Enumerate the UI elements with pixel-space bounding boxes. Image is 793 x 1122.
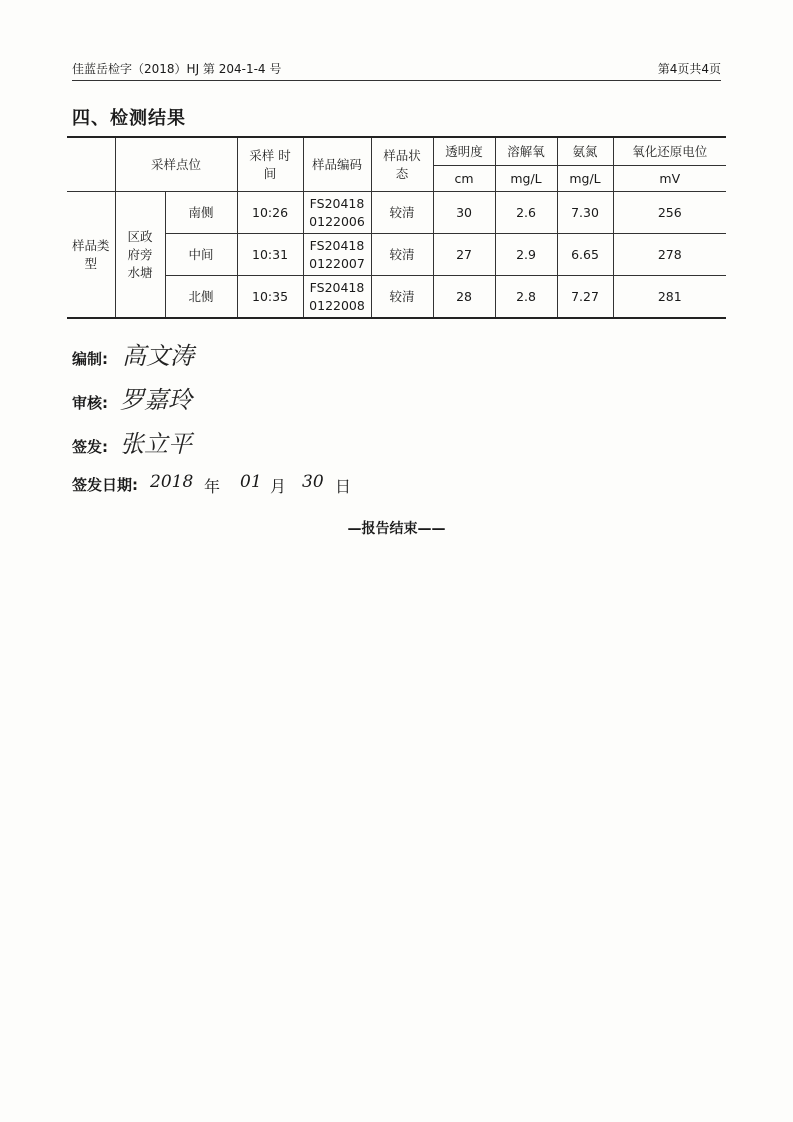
- row-code: FS20418 0122007: [303, 234, 371, 276]
- report-end: —报告结束——: [347, 521, 446, 537]
- row-do: 2.6: [495, 192, 557, 234]
- row-orp: 278: [613, 234, 726, 276]
- reviewer-signature: 罗嘉玲: [120, 386, 192, 414]
- row-do: 2.8: [495, 276, 557, 319]
- header-nh3: 氨氮: [557, 137, 613, 166]
- header-orp: 氧化还原电位: [613, 137, 726, 166]
- doc-number: 佳蓝岳检字（2018）HJ 第 204-1-4 号: [72, 62, 282, 76]
- issue-year: 2018: [150, 472, 194, 492]
- issuer-label: 签发:: [72, 438, 108, 456]
- header-do: 溶解氧: [495, 137, 557, 166]
- issuer-signature: 张立平: [120, 430, 192, 458]
- results-table: [67, 136, 726, 319]
- row-code: FS20418 0122006: [303, 192, 371, 234]
- row-time: 10:35: [237, 276, 303, 319]
- row-time: 10:31: [237, 234, 303, 276]
- issue-month: 01: [240, 472, 262, 492]
- editor-label: 编制:: [72, 350, 108, 368]
- sample-location: 区政 府旁 水塘: [115, 192, 165, 319]
- table-row: [67, 234, 726, 276]
- row-orp: 256: [613, 192, 726, 234]
- row-state: 较清: [371, 192, 433, 234]
- unit-do: mg/L: [495, 166, 557, 192]
- page-info: 第4页共4页: [657, 62, 721, 76]
- issue-date-label: 签发日期:: [72, 476, 138, 494]
- header-blank: [67, 137, 115, 192]
- table-row: [67, 276, 726, 319]
- row-orp: 281: [613, 276, 726, 319]
- row-nh3: 7.27: [557, 276, 613, 319]
- header-code: 样品编码: [303, 137, 371, 192]
- row-transparency: 30: [433, 192, 495, 234]
- unit-transparency: cm: [433, 166, 495, 192]
- header-time: 采样 时 间: [237, 137, 303, 192]
- sample-type: 样品类型: [67, 192, 115, 319]
- row-transparency: 28: [433, 276, 495, 319]
- header-transparency: 透明度: [433, 137, 495, 166]
- month-char: 月: [270, 477, 287, 496]
- table-row: [67, 192, 726, 234]
- unit-nh3: mg/L: [557, 166, 613, 192]
- row-state: 较清: [371, 234, 433, 276]
- page-header: [72, 58, 721, 81]
- row-transparency: 27: [433, 234, 495, 276]
- year-char: 年: [204, 477, 221, 496]
- row-code: FS20418 0122008: [303, 276, 371, 319]
- row-position: 北侧: [165, 276, 237, 319]
- reviewer-label: 审核:: [72, 394, 108, 412]
- header-state: 样品状 态: [371, 137, 433, 192]
- editor-signature: 高文涛: [122, 342, 194, 370]
- row-nh3: 6.65: [557, 234, 613, 276]
- table-header-row: [67, 137, 726, 166]
- issue-day: 30: [302, 472, 324, 492]
- unit-orp: mV: [613, 166, 726, 192]
- row-position: 中间: [165, 234, 237, 276]
- section-title: 四、检测结果: [72, 108, 186, 129]
- header-sample-point: 采样点位: [115, 137, 237, 192]
- row-do: 2.9: [495, 234, 557, 276]
- row-position: 南侧: [165, 192, 237, 234]
- row-state: 较清: [371, 276, 433, 319]
- day-char: 日: [335, 477, 352, 496]
- row-nh3: 7.30: [557, 192, 613, 234]
- row-time: 10:26: [237, 192, 303, 234]
